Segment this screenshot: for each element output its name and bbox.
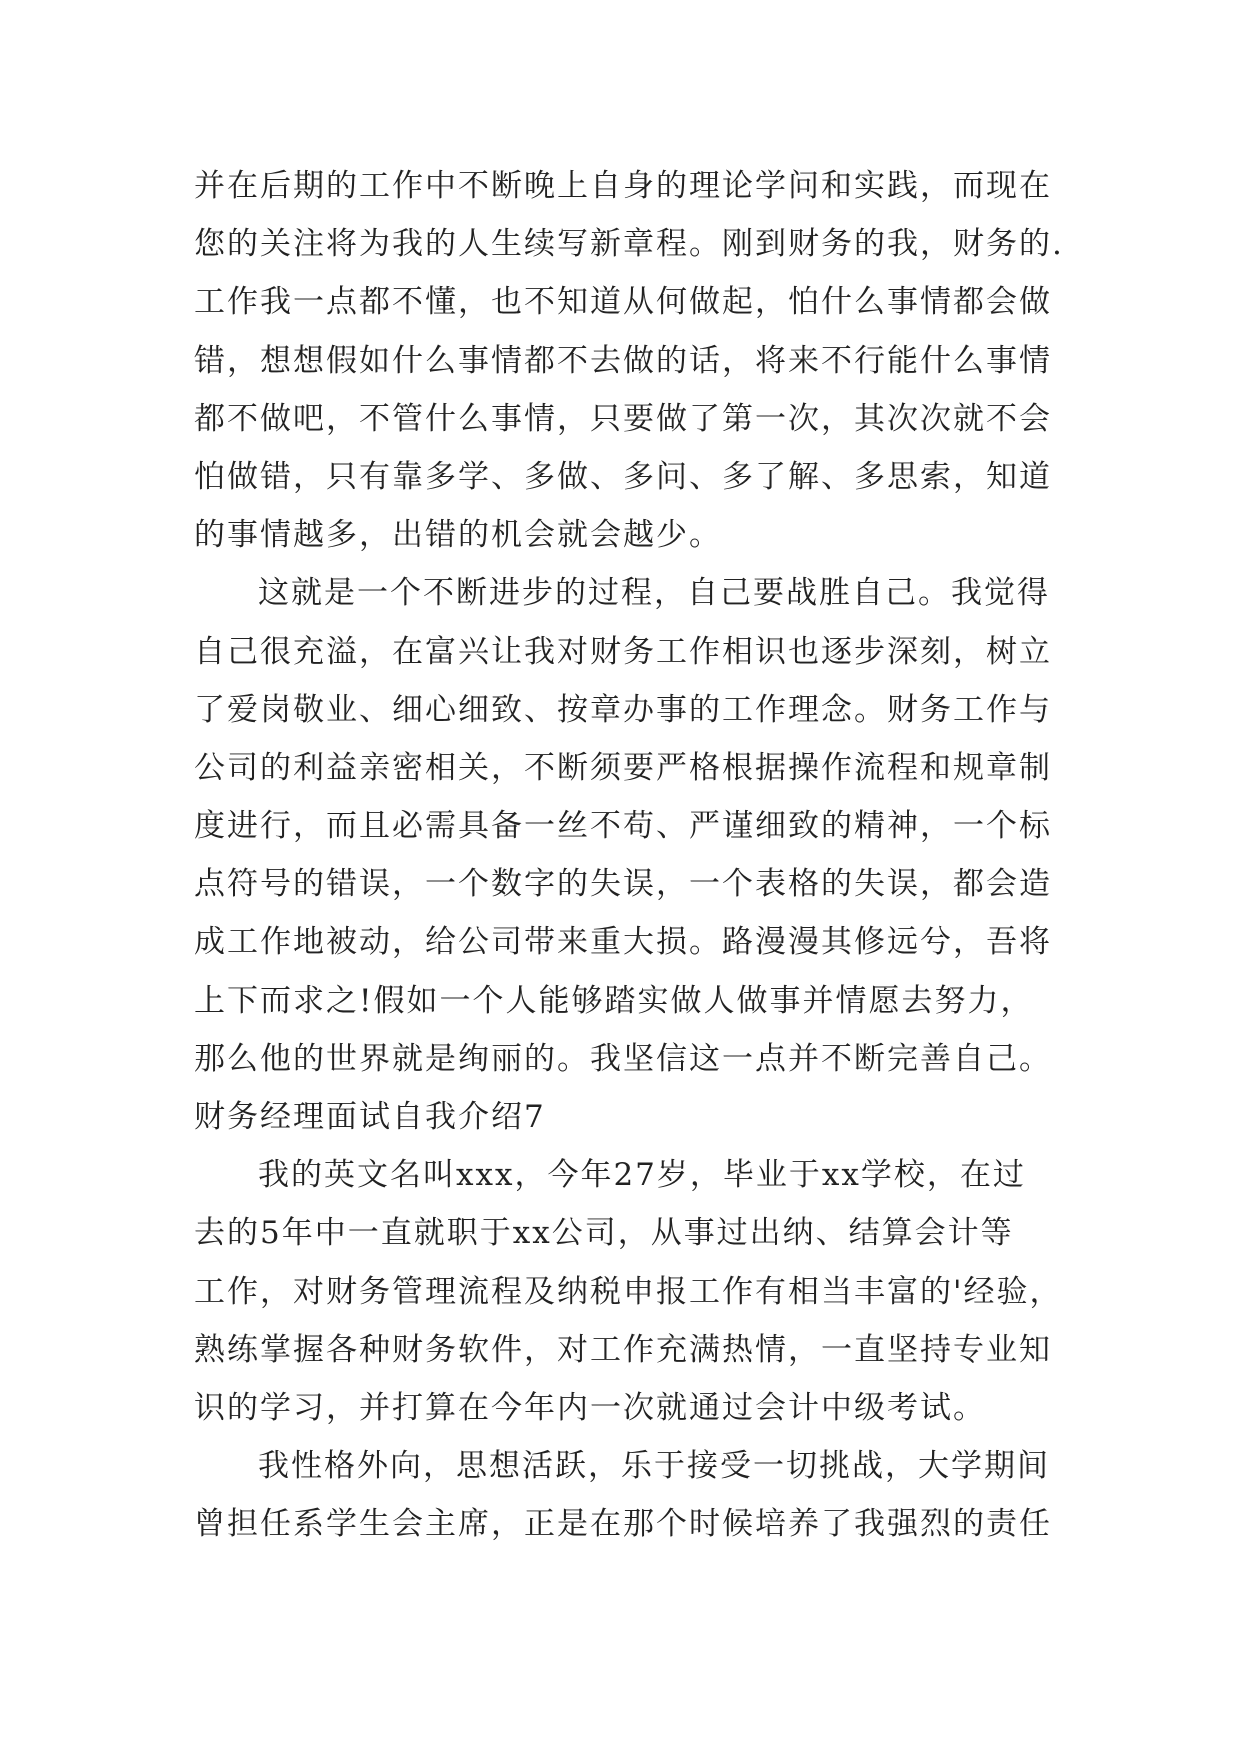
text-line: 公司的利益亲密相关，不断须要严格根据操作流程和规章制 [194, 749, 1052, 786]
text-line: 错，想想假如什么事情都不去做的话，将来不行能什么事情 [194, 342, 1052, 379]
text-line: 点符号的错误，一个数字的失误，一个表格的失误，都会造 [194, 866, 1052, 903]
text-line: 那么他的世界就是绚丽的。我坚信这一点并不断完善自己。 [194, 1040, 1052, 1077]
paragraph-start-line: 我的英文名叫xxx，今年27岁，毕业于xx学校，在过 [258, 1157, 1026, 1194]
text-line: 成工作地被动，给公司带来重大损。路漫漫其修远兮，吾将 [194, 924, 1052, 961]
text-line: 工作，对财务管理流程及纳税申报工作有相当丰富的'经验， [194, 1273, 1063, 1310]
text-line: 并在后期的工作中不断晚上自身的理论学问和实践，而现在 [194, 168, 1052, 204]
text-line: 上下而求之!假如一个人能够踏实做人做事并情愿去努力， [194, 982, 1034, 1019]
text-line: 工作我一点都不懂，也不知道从何做起，怕什么事情都会做 [194, 284, 1052, 321]
text-line: 去的5年中一直就职于xx公司，从事过出纳、结算会计等 [194, 1215, 1014, 1252]
text-line: 度进行，而且必需具备一丝不苟、严谨细致的精神，一个标 [194, 808, 1052, 845]
text-line: 识的学习，并打算在今年内一次就通过会计中级考试。 [194, 1389, 986, 1426]
paragraph-start-line: 这就是一个不断进步的过程，自己要战胜自己。我觉得 [258, 575, 1050, 612]
text-line: 的事情越多，出错的机会就会越少。 [194, 517, 722, 554]
section-heading: 财务经理面试自我介绍7 [194, 1099, 546, 1135]
text-line: 自己很充溢，在富兴让我对财务工作相识也逐步深刻，树立 [194, 633, 1052, 670]
document-body [194, 157, 1074, 1554]
text-line: 了爱岗敬业、细心细致、按章办事的工作理念。财务工作与 [194, 691, 1052, 728]
paragraph-start-line: 我性格外向，思想活跃，乐于接受一切挑战，大学期间 [258, 1448, 1050, 1485]
text-line: 熟练掌握各种财务软件，对工作充满热情，一直坚持专业知 [194, 1331, 1052, 1368]
text-line: 都不做吧，不管什么事情，只要做了第一次，其次次就不会 [194, 400, 1052, 437]
text-line: 曾担任系学生会主席，正是在那个时候培养了我强烈的责任 [194, 1506, 1052, 1543]
text-line: 您的关注将为我的人生续写新章程。刚到财务的我，财务的. [194, 226, 1064, 263]
text-line: 怕做错，只有靠多学、多做、多问、多了解、多思索，知道 [194, 458, 1052, 495]
